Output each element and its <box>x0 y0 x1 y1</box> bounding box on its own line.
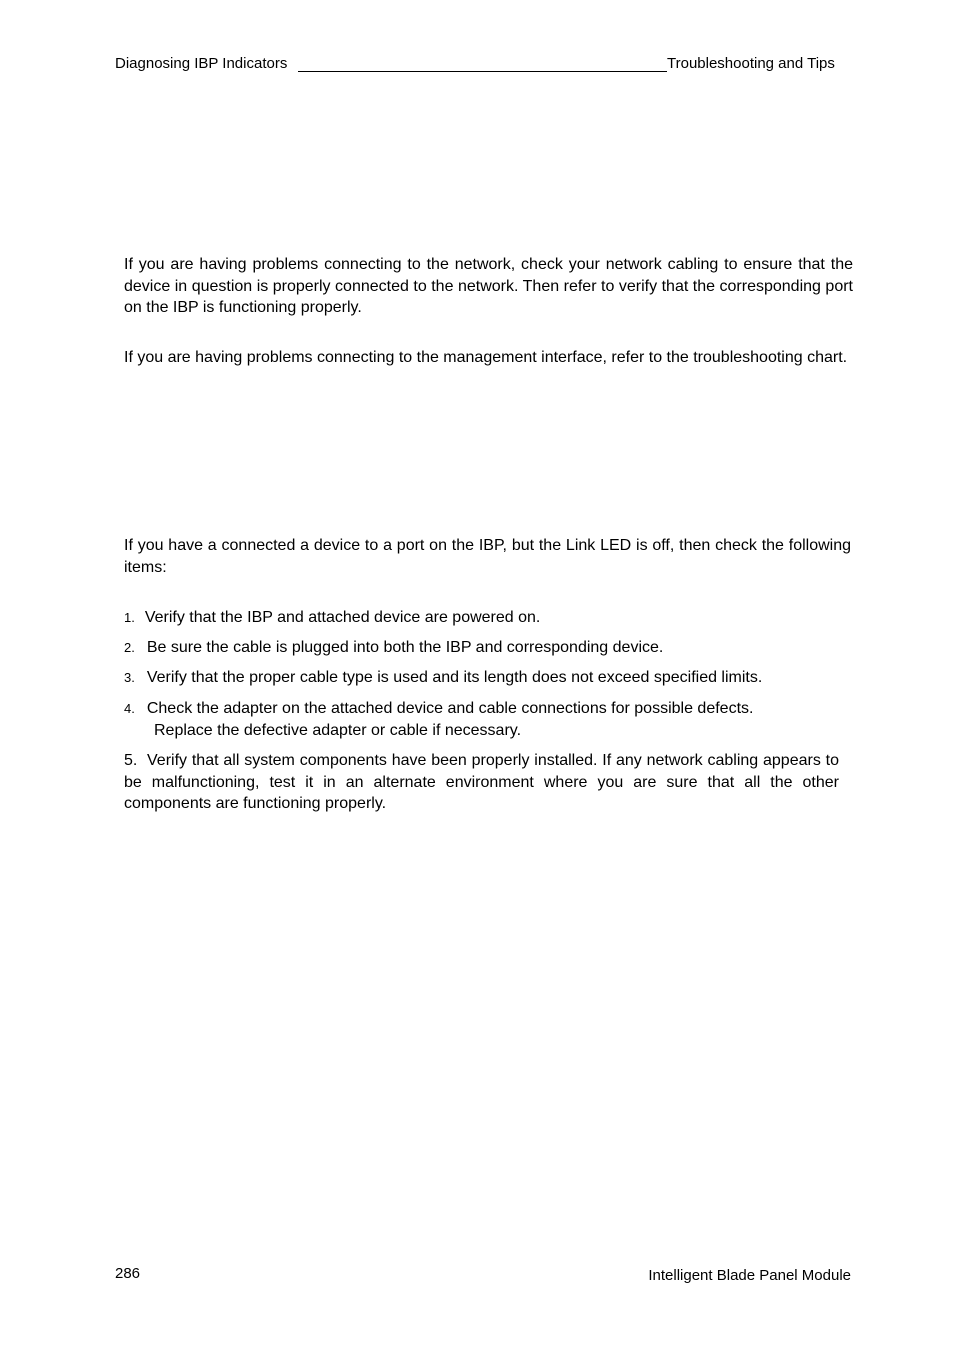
list-item <box>124 667 854 689</box>
list-item-text: Be sure the cable is plugged into both the IBP and corresponding device. <box>146 639 664 656</box>
list-item-text: Check the adapter on the attached device and cable connections for possible defects. <box>146 700 754 717</box>
list-item-number: 1. <box>124 610 135 625</box>
paragraph-network-cabling: If you are having problems connecting to the network, check your network cabling to ensure that the device in question is properly connected to the network. Then refer to verify that the corresponding port on the IBP is functioning properly. <box>124 256 853 316</box>
list-item-number: 2. <box>124 640 135 655</box>
list-item-number: 5. <box>124 752 138 769</box>
header-section-title: Diagnosing IBP Indicators <box>115 55 288 72</box>
list-item-continuation: Replace the defective adapter or cable if necessary. <box>154 721 522 739</box>
list-item <box>124 750 839 815</box>
list-item <box>124 607 854 629</box>
page-number: 286 <box>115 1265 141 1282</box>
footer-product-title: Intelligent Blade Panel Module <box>648 1267 851 1284</box>
list-item <box>124 637 854 659</box>
paragraph-management-interface: If you are having problems connecting to the management interface, refer to the troubleshooting chart. <box>124 349 848 366</box>
list-item-number: 3. <box>124 670 135 685</box>
header-chapter-title: Troubleshooting and Tips <box>667 55 835 72</box>
paragraph-link-led: If you have a connected a device to a port on the IBP, but the Link LED is off, then check the following items: <box>124 537 851 576</box>
list-item-text: Verify that all system components have been properly installed. If any network cabling appears to be malfunctioning, test it in an alternate environment where you are sure that all the other components are functioning properly. <box>124 752 840 812</box>
list-item-text: Verify that the proper cable type is used and its length does not exceed specified limits. <box>146 669 763 686</box>
list-item <box>124 698 854 741</box>
list-item-number: 4. <box>124 701 135 716</box>
header-rule <box>298 71 667 72</box>
list-item-text: Verify that the IBP and attached device are powered on. <box>144 609 541 626</box>
